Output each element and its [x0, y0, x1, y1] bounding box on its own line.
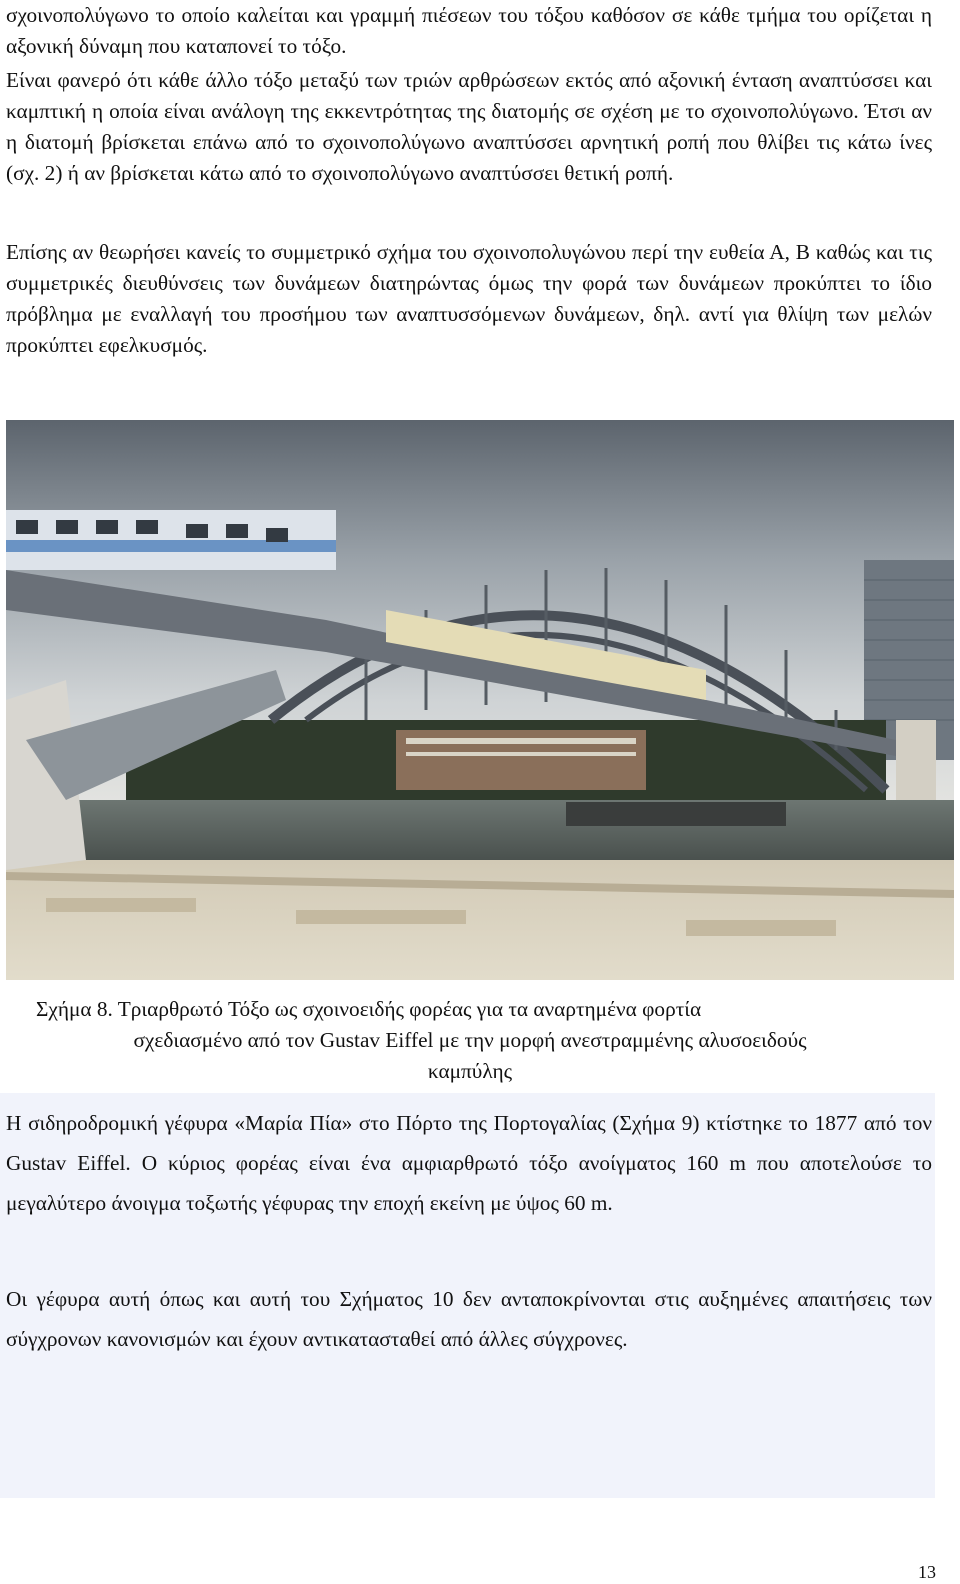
paragraph-2: Είναι φανερό ότι κάθε άλλο τόξο μεταξύ των τριών αρθρώσεων εκτός από αξονική ένταση αναπτύσσει και καμπτική η οποία είναι ανάλογη της εκκεντρότητας της διατομής σε σχέση με το σχοινοπολύγωνο. Έτσι αν η διατομή βρίσκεται επάνω από το σχοινοπολύγωνο αναπτύσσει αρνητική ροπή που θλίβει τις κάτω ίνες (σχ. 2) ή αν βρίσκεται κάτω από το σχοινοπολύγωνο αναπτύσσει θετική ροπή.	[6, 68, 932, 185]
page-number: 13	[918, 1562, 936, 1582]
paragraph-4: Η σιδηροδρομική γέφυρα «Μαρία Πία» στο Πόρτο της Πορτογαλίας (Σχήμα 9) κτίστηκε το 1877 από τον Gustav Eiffel. Ο κύριος φορέας είναι ένα αμφιαρθρωτό τόξο ανοίγματος 160 m που αποτελούσε το μεγαλύτερο άνοιγμα τοξωτής γέφυρας την εποχή εκείνη με ύψος 60 m.	[6, 1111, 932, 1215]
barge	[566, 802, 786, 826]
figure-caption	[20, 994, 920, 1087]
caption-line-1: Σχήμα 8. Τριαρθρωτό Τόξο ως σχοινοειδής φορέας για τα αναρτημένα φορτία	[36, 997, 702, 1021]
caption-line-3: καμπύλης	[427, 1059, 513, 1083]
right-pier	[896, 720, 936, 800]
paragraph-3: Επίσης αν θεωρήσει κανείς το συμμετρικό σχήμα του σχοινοπολυγώνου περί την ευθεία Α, Β καθώς και τις συμμετρικές διευθύνσεις των δυνάμεων διατηρώντας όμως την φορά των δυνάμεων προκύπτει το ίδιο πρόβλημα με εναλλαγή του προσήμου των αναπτυσσόμενων δυνάμεων, δηλ. αντί για θλίψη των μελών προκύπτει εφελκυσμός.	[6, 240, 932, 357]
bridge-photo	[6, 420, 954, 980]
paragraph-1: σχοινοπολύγωνο το οποίο καλείται και γραμμή πιέσεων του τόξου καθόσον σε κάθε τμήμα του ορίζεται η αξονική δύναμη που καταπονεί το τόξο.	[6, 3, 932, 58]
paragraph-5: Οι γέφυρα αυτή όπως και αυτή του Σχήματος 10 δεν ανταποκρίνονται στις αυξημένες απαιτήσεις των σύγχρονων κανονισμών και έχουν αντικατασταθεί από άλλες σύγχρονες.	[6, 1287, 932, 1351]
river	[6, 800, 954, 860]
caption-line-2: σχεδιασμένο από τον Gustav Eiffel με την μορφή ανεστραμμένης αλυσοειδούς	[133, 1028, 807, 1052]
